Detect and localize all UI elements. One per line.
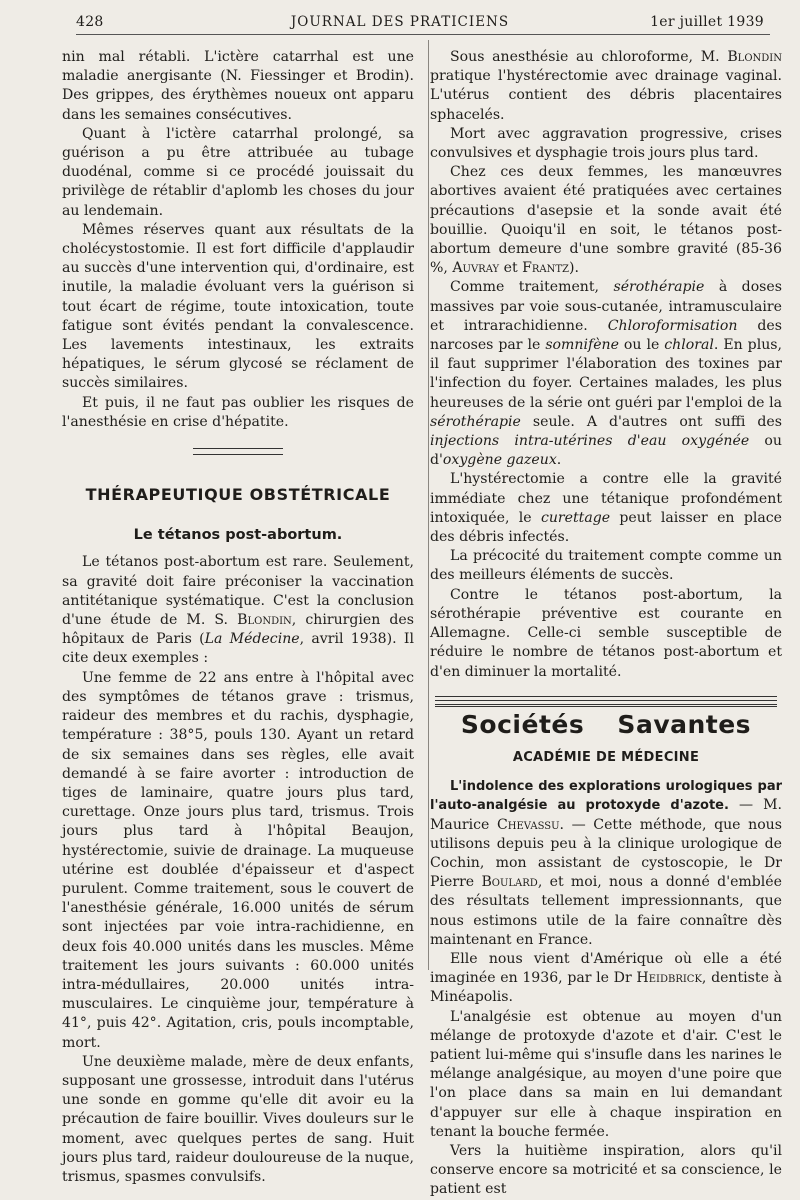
paragraph: L'hystérectomie a contre elle la gravité immédiate chez une tétanique profondément intoxiquée, le curettage peut laisser en place des débris infectés.: [430, 471, 782, 546]
paragraph: nin mal rétabli. L'ictère catarrhal est une maladie anergisante (N. Fiessinger et Brodin). Des grippes, des érythèmes noueux ont apparu dans les semaines consécutives.: [62, 49, 414, 123]
issue-date: 1er juillet 1939: [650, 14, 764, 30]
page-number: 428: [76, 14, 104, 30]
section-separator: [435, 704, 777, 707]
paragraph: L'indolence des explorations urologiques par l'auto-analgésie au protoxyde d'azote. — M. Maurice Chevassu. — Cette méthode, que nous utilisons depuis peu à la clinique urologique de Cochin, mon assistant de cystoscopie, le Dr Pierre Boulard, et moi, nous a donné d'emblée des résultats tellement impressionnants, que nous estimons utile de la faire connaître dès maintenant en France.: [430, 779, 782, 948]
author-name: Heidbrick: [636, 970, 702, 987]
header-rule: [76, 34, 770, 35]
paragraph: Et puis, il ne faut pas oublier les risques de l'anesthésie en crise d'hépatite.: [62, 394, 414, 430]
left-column: [62, 48, 414, 1187]
article-title: Le tétanos post-abortum.: [133, 527, 343, 544]
author-name: Chevassu: [497, 816, 560, 833]
paragraph: Une deuxième malade, mère de deux enfants, supposant une grossesse, introduit dans l'utérus une sonde en gomme qu'elle dit avoir eu la précaution de faire bouillir. Vives douleurs sur le moment, avec quelques pertes de sang. Huit jours plus tard, raideur douloureuse de la nuque, trismus, spasmes convulsifs.: [62, 1053, 414, 1185]
journal-title: JOURNAL DES PRATICIENS: [290, 14, 510, 30]
section-title: THÉRAPEUTIQUE OBSTÉTRICALE: [85, 485, 391, 505]
communication-title: L'indolence des explorations urologiques par l'auto-analgésie au protoxyde d'azote.: [430, 779, 782, 814]
section-separator: [435, 696, 777, 701]
author-name: Blondin: [727, 49, 782, 65]
paragraph: Quant à l'ictère catarrhal prolongé, sa guérison a pu être attribuée au tubage duodénal, comme si ce procédé jouissait du privilège de rétablir d'aplomb les choses du jour au lendemain.: [62, 125, 414, 219]
paragraph: Mort avec aggravation progressive, crises convulsives et dysphagie trois jours plus tard.: [430, 125, 782, 162]
paragraph: Comme traitement, sérothérapie à doses massives par voie sous-cutanée, intramusculaire et intrarachidienne. Chloroformisation des narcoses par le somnifène ou le chloral. En plus, il faut supprimer l'élaboration des toxines par l'infection du foyer. Certaines malades, les plus heureuses de la série ont guéri par l'emploi de la sérothérapie seule. A d'autres ont suffi des injections intra-utérines d'eau oxygénée ou d'oxygène gazeux.: [430, 279, 782, 469]
society-title: ACADÉMIE DE MÉDECINE: [512, 749, 700, 765]
paragraph: Mêmes réserves quant aux résultats de la cholécystostomie. Il est fort difficile d'applaudir au succès d'une intervention qui, d'ordinaire, est inutile, la maladie évoluant vers la guérison si tout écart de régime, toute intoxication, toute fatigue sont évités pendant la convalescence. Les lavements intestinaux, les extraits hépatiques, le sérum glycosé se réclament de succès similaires.: [62, 221, 414, 392]
paragraph: Elle nous vient d'Amérique où elle a été imaginée en 1936, par le Dr Heidbrick, dentiste à Minéapolis.: [430, 950, 782, 1006]
paragraph: Une femme de 22 ans entre à l'hôpital avec des symptômes de tétanos grave : trismus, raideur des membres et du rachis, dysphagie, température : 38°5, pouls 130. Ayant un retard de six semaines dans ses règles, elle avait demandé à se faire avorter : introduction de tiges de laminaire, quatre jours plus tard, curettage. Onze jours plus tard, trismus. Trois jours plus tard à l'hôpital Beaujon, hystérectomie, suivie de drainage. La muqueuse utérine est doublée d'épaisseur et d'aspect purulent. Comme traitement, sous le couvert de l'anesthésie générale, 16.000 unités de sérum sont injectées par voie intra-rachidienne, en deux fois 40.000 unités dans les muscles. Même traitement les jours suivants : 60.000 unités intra-médullaires, 20.000 unités intra-musculaires. Le cinquième jour, température à 41°, puis 42°. Agitation, cris, pouls incomptable, mort.: [62, 669, 414, 1051]
paragraph: Contre le tétanos post-abortum, la sérothérapie préventive est courante en Allemagne. Celle-ci semble susceptible de réduire le nombre de tétanos post-abortum et d'en diminuer la mortalité.: [430, 586, 782, 680]
section-separator: [193, 448, 283, 455]
paragraph: Chez ces deux femmes, les manœuvres abortives avaient été pratiquées avec certaines précautions d'asepsie et la sonde avait été bouillie. Quoiqu'il en soit, le tétanos post-abortum demeure d'une sombre gravité (85-36 %, Auvray et Frantz).: [430, 164, 782, 277]
column-divider: [428, 40, 429, 970]
author-name: Blondin: [237, 612, 292, 629]
paragraph: La précocité du traitement compte comme un des meilleurs éléments de succès.: [430, 548, 782, 584]
author-name: Boulard: [481, 874, 538, 891]
paragraph: Le tétanos post-abortum est rare. Seulement, sa gravité doit faire préconiser la vaccination antitétanique systématique. C'est la conclusion d'une étude de M. S. Blondin, chirurgien des hôpitaux de Paris (La Médecine, avril 1938). Il cite deux exemples :: [62, 554, 414, 667]
rubric-title: Sociétés Savantes: [460, 709, 752, 739]
journal-citation: La Médecine: [204, 631, 300, 648]
paragraph: L'analgésie est obtenue au moyen d'un mélange de protoxyde d'azote et d'air. C'est le patient lui-même qui s'insufle dans les narines le mélange analgésique, au moyen d'une poire que l'on place dans sa main en lui demandant d'appuyer sur elle à chaque inspiration en tenant la bouche fermée.: [430, 1008, 782, 1140]
paragraph: Sous anesthésie au chloroforme, M. Blondin pratique l'hystérectomie avec drainage vaginal. L'utérus contient des débris placentaires sphacelés.: [430, 49, 782, 123]
author-name: Frantz: [522, 260, 570, 277]
paragraph: Vers la huitième inspiration, alors qu'il conserve encore sa motricité et sa conscience, le patient est: [430, 1142, 782, 1198]
right-column: [430, 48, 782, 1200]
author-name: Auvray: [452, 260, 500, 277]
